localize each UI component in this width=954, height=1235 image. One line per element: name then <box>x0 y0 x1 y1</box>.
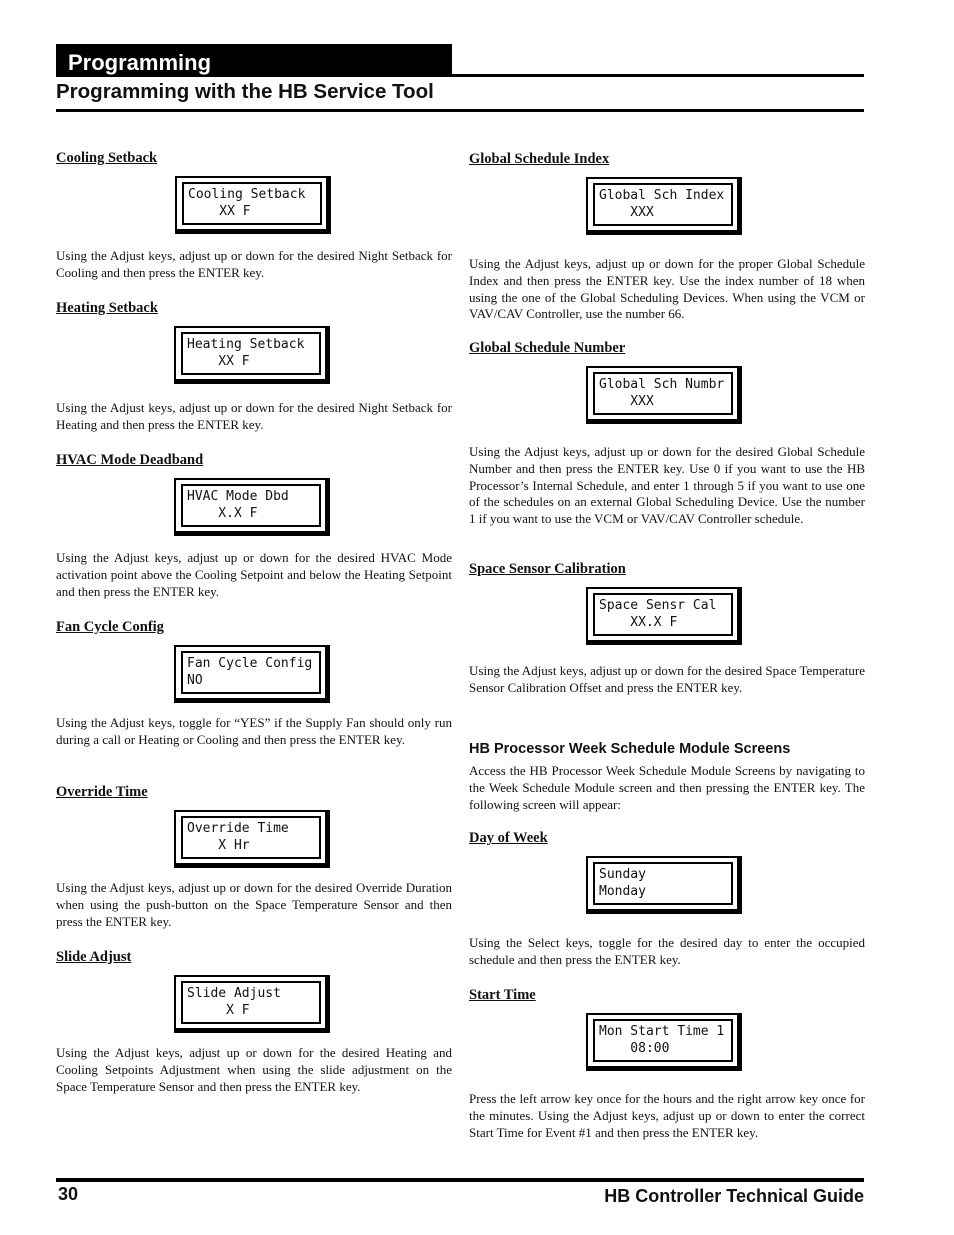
lcd-line: Global Sch Numbr <box>599 377 725 392</box>
subtitle-rule <box>56 109 864 112</box>
page-number: 30 <box>58 1184 79 1204</box>
cooling-setback-heading: Cooling Setback <box>56 150 158 166</box>
lcd-line: X Hr <box>187 838 250 853</box>
lcd-line: X.X F <box>187 506 258 521</box>
lcd-line: Mon Start Time 1 <box>599 1024 725 1039</box>
slide-adjust-lcd <box>174 975 330 1033</box>
week-schedule-subheading: HB Processor Week Schedule Module Screens <box>469 741 791 757</box>
lcd-line: Space Sensr Cal <box>599 598 717 613</box>
day-of-week-lcd <box>586 856 742 914</box>
lcd-line: X F <box>187 1003 250 1018</box>
lcd-line: Slide Adjust <box>187 986 281 1001</box>
day-of-week-text: Using the Select keys, toggle for the desired day to enter the occupied schedule and then press the ENTER key. <box>469 935 865 967</box>
lcd-line: Monday <box>599 884 646 899</box>
lcd-line: XX F <box>187 354 250 369</box>
lcd-line: Fan Cycle Config <box>187 656 313 671</box>
lcd-line: Override Time <box>187 821 289 836</box>
space-sensor-calibration-text: Using the Adjust keys, adjust up or down for the desired Space Temperature Sensor Calibration Offset and press the ENTER key. <box>469 663 865 695</box>
space-sensor-calibration-heading: Space Sensor Calibration <box>469 561 626 577</box>
day-of-week-heading: Day of Week <box>469 830 548 846</box>
override-time-heading: Override Time <box>56 784 148 800</box>
fan-cycle-config-lcd <box>174 645 330 703</box>
week-schedule-text: Access the HB Processor Week Schedule Module Screens by navigating to the Week Schedule Module screen and then pressing the ENTER key. The following screen will appear: <box>469 763 865 812</box>
hvac-mode-deadband-heading: HVAC Mode Deadband <box>56 452 204 468</box>
lcd-line: XXX <box>599 394 654 409</box>
lcd-line: XX.X F <box>599 615 678 630</box>
start-time-lcd <box>586 1013 742 1071</box>
footer-rule <box>56 1178 864 1182</box>
global-schedule-index-lcd <box>586 177 742 235</box>
slide-adjust-text: Using the Adjust keys, adjust up or down for the desired Heating and Cooling Setpoints Adjustment when using the slide adjustment on the Space Temperature Sensor and then press the ENTER key. <box>56 1045 452 1094</box>
heating-setback-heading: Heating Setback <box>56 300 158 316</box>
start-time-heading: Start Time <box>469 987 536 1003</box>
lcd-line: 08:00 <box>599 1041 670 1056</box>
hvac-mode-deadband-text: Using the Adjust keys, adjust up or down for the desired HVAC Mode activation point above the Cooling Setpoint and below the Heating Setpoint and then press the ENTER key. <box>56 550 452 599</box>
cooling-setback-lcd <box>175 176 331 234</box>
global-schedule-number-text: Using the Adjust keys, adjust up or down for the desired Global Schedule Number and then press the ENTER key. Use 0 if you want to use the HB Processor’s Internal Schedule, and enter 1 through 5 if you want to use one of the schedules on an external Global Scheduling Device. Use the number 1 if you want to use the VCM or VAV/CAV Controller schedule. <box>469 444 865 527</box>
guide-title: HB Controller Technical Guide <box>604 1186 864 1206</box>
lcd-line: HVAC Mode Dbd <box>187 489 289 504</box>
section-tab-title: Programming <box>56 44 452 77</box>
global-schedule-index-text: Using the Adjust keys, adjust up or down for the proper Global Schedule Index and then press the ENTER key. Use the index number of 18 when using the one of the Global Scheduling Devices. When using the VCM or VAV/CAV Controller, use the number 66. <box>469 256 865 322</box>
start-time-text: Press the left arrow key once for the hours and the right arrow key once for the minutes. Using the Adjust keys, adjust up or down to enter the correct Start Time for Event #1 and then press the ENTER key. <box>469 1091 865 1140</box>
cooling-setback-text: Using the Adjust keys, adjust up or down for the desired Night Setback for Cooling and then press the ENTER key. <box>56 248 452 280</box>
override-time-text: Using the Adjust keys, adjust up or down for the desired Override Duration when using the push-button on the Space Temperature Sensor and then press the ENTER key. <box>56 880 452 929</box>
lcd-line: XX F <box>188 204 251 219</box>
heating-setback-text: Using the Adjust keys, adjust up or down for the desired Night Setback for Heating and then press the ENTER key. <box>56 400 452 432</box>
global-schedule-index-heading: Global Schedule Index <box>469 151 610 167</box>
header-rule <box>452 74 864 77</box>
lcd-line: Heating Setback <box>187 337 305 352</box>
lcd-line: Global Sch Index <box>599 188 725 203</box>
heating-setback-lcd <box>174 326 330 384</box>
lcd-line: XXX <box>599 205 654 220</box>
page-subtitle: Programming with the HB Service Tool <box>56 80 434 103</box>
space-sensor-calibration-lcd <box>586 587 742 645</box>
hvac-mode-deadband-lcd <box>174 478 330 536</box>
override-time-lcd <box>174 810 330 868</box>
slide-adjust-heading: Slide Adjust <box>56 949 132 965</box>
global-schedule-number-lcd <box>586 366 742 424</box>
lcd-line: Cooling Setback <box>188 187 306 202</box>
fan-cycle-config-text: Using the Adjust keys, toggle for “YES” if the Supply Fan should only run during a call or Heating or Cooling and then press the ENTER key. <box>56 715 452 747</box>
fan-cycle-config-heading: Fan Cycle Config <box>56 619 164 635</box>
lcd-line: Sunday <box>599 867 646 882</box>
global-schedule-number-heading: Global Schedule Number <box>469 340 626 356</box>
lcd-line: NO <box>187 673 203 688</box>
